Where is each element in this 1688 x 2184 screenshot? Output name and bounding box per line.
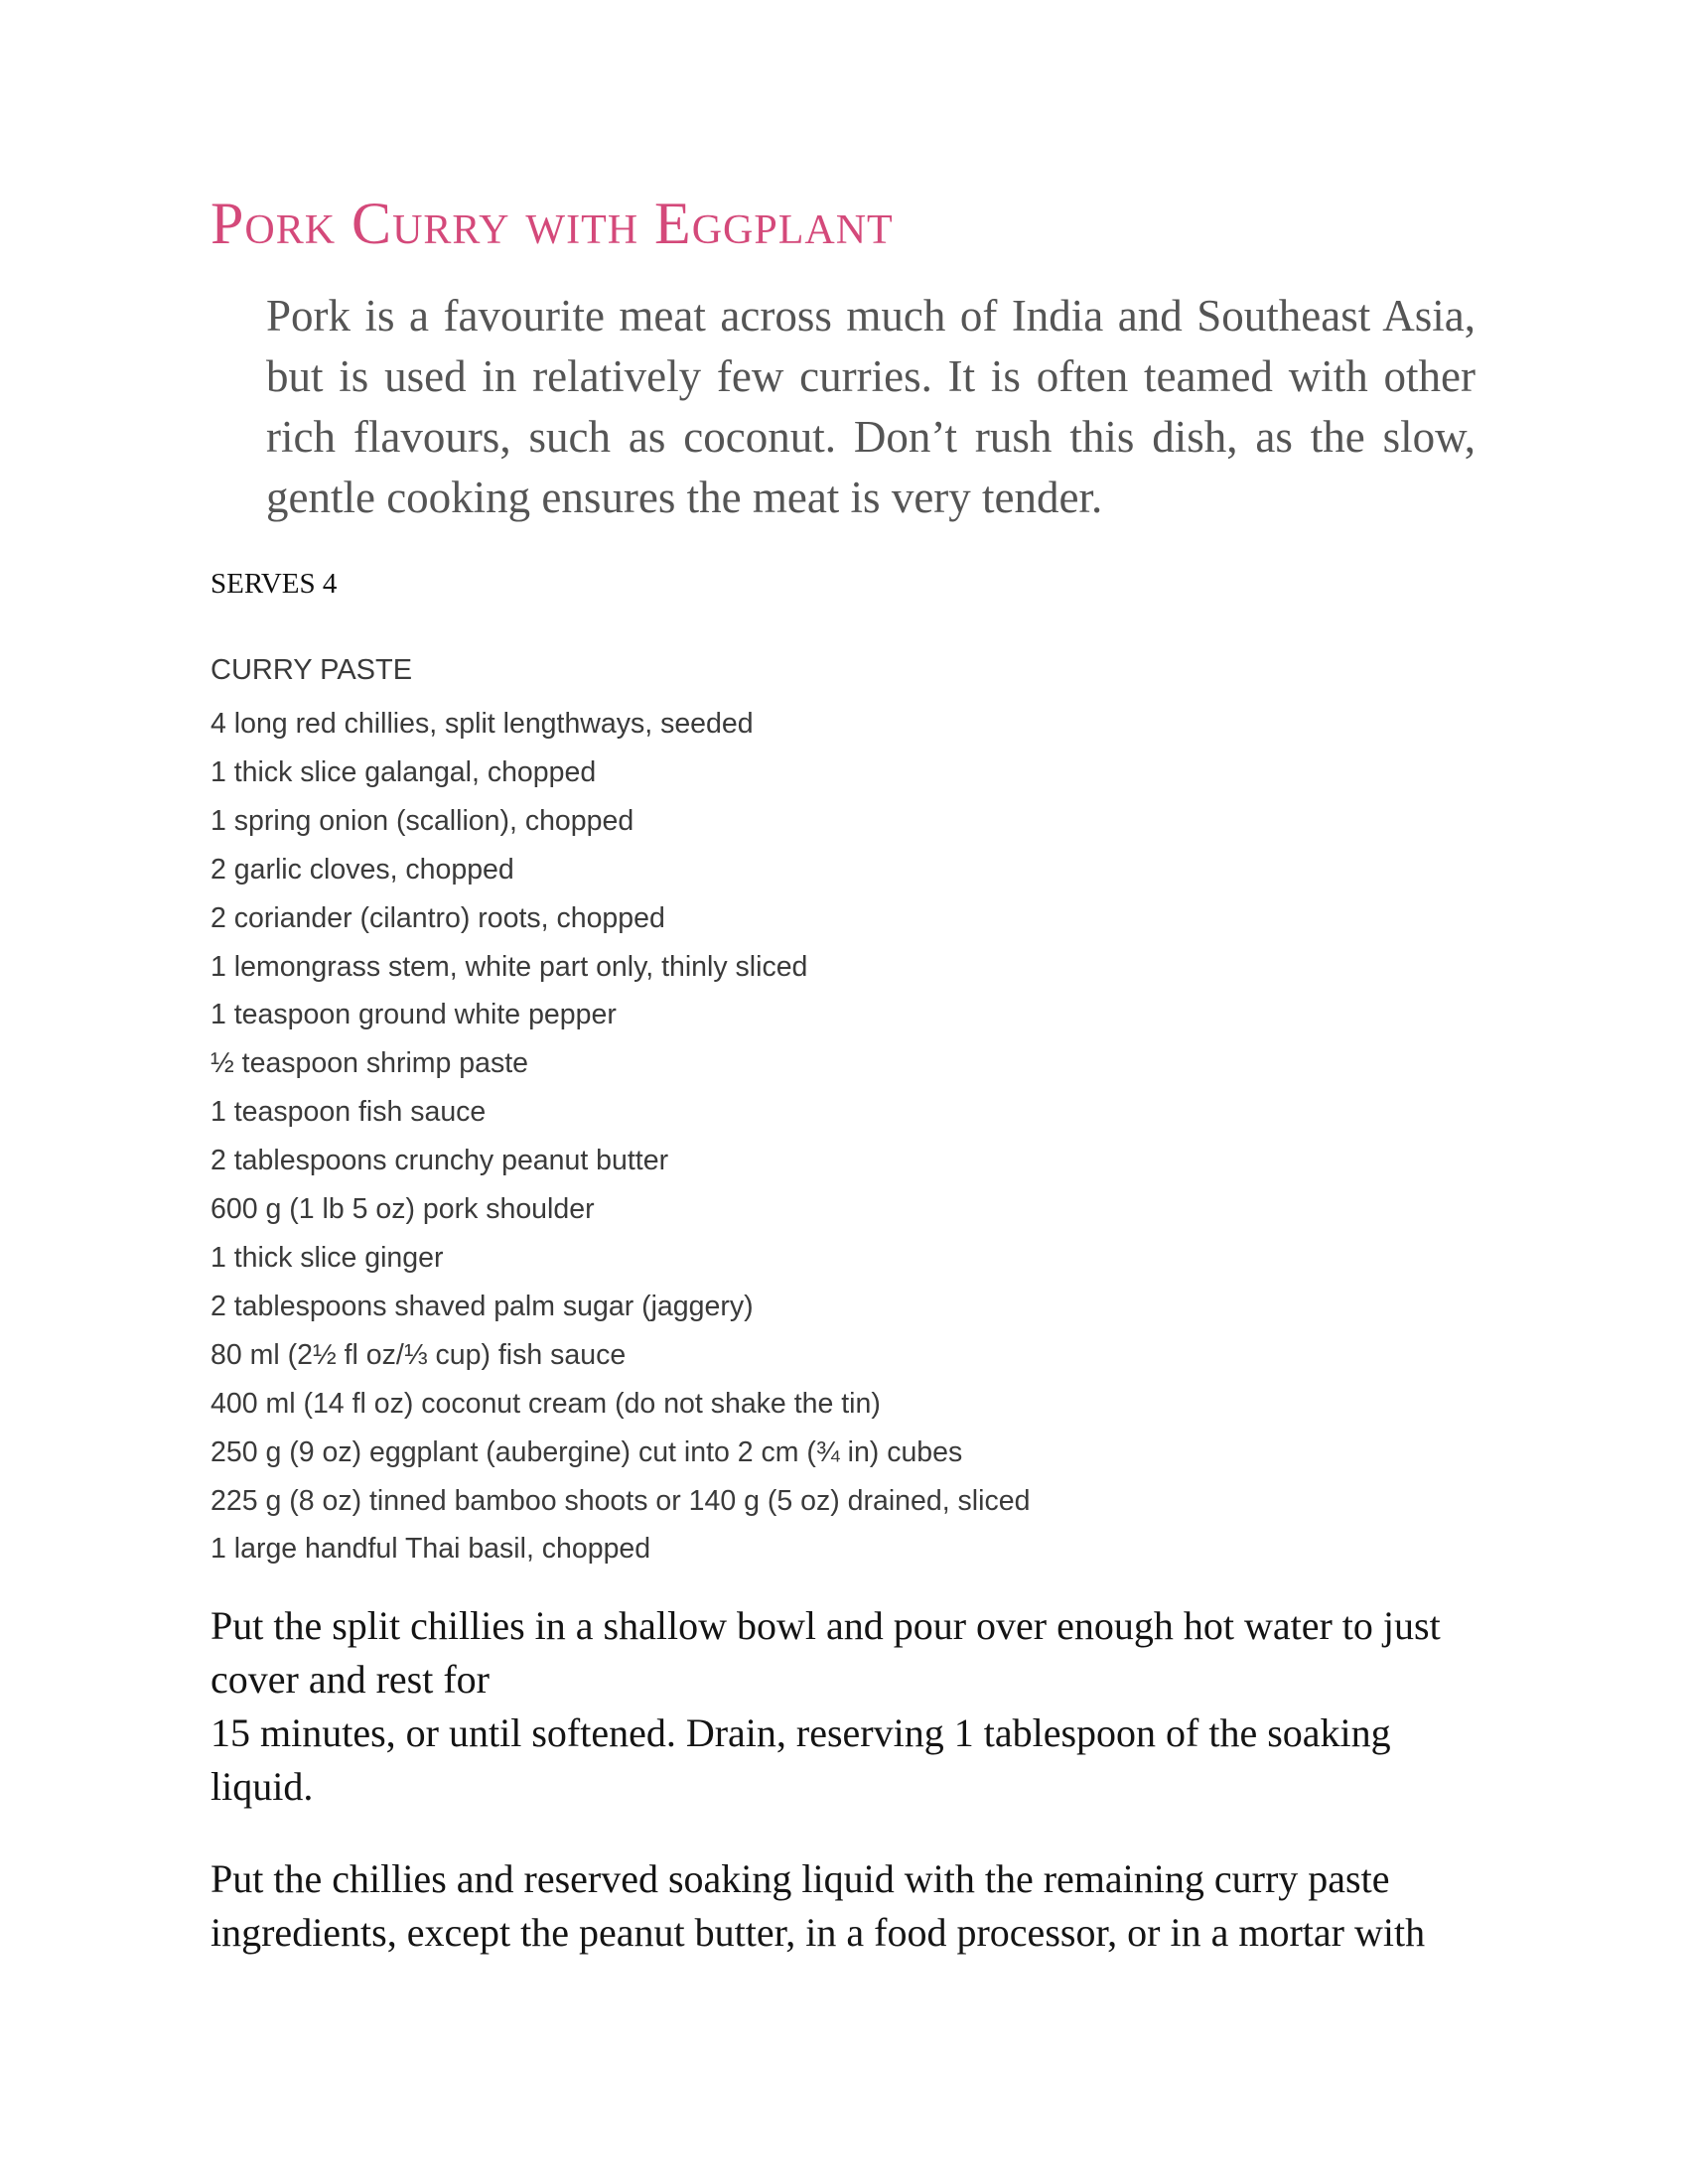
method-section <box>211 1599 1491 1998</box>
method-step-2: Put the chillies and reserved soaking liquid with the remaining curry paste ingredients, except the peanut butter, in a food processor, or in a mortar with <box>211 1856 1426 1955</box>
ingredient-item: 225 g (8 oz) tinned bamboo shoots or 140 g (5 oz) drained, sliced <box>211 1484 1031 1517</box>
ingredient-item: ½ teaspoon shrimp paste <box>211 1047 529 1080</box>
ingredient-item: 1 lemongrass stem, white part only, thinly sliced <box>211 950 808 983</box>
ingredient-item: 2 tablespoons crunchy peanut butter <box>211 1145 669 1177</box>
ingredient-item: 400 ml (14 fl oz) coconut cream (do not shake the tin) <box>211 1387 881 1420</box>
recipe-title: Pork Curry with Eggplant <box>211 191 894 256</box>
ingredient-item: 1 teaspoon ground white pepper <box>211 999 617 1031</box>
method-step-1-line-1: Put the split chillies in a shallow bowl and pour over enough hot water to just cover and rest for <box>211 1603 1441 1702</box>
method-step-1-line-2: 15 minutes, or until softened. Drain, reserving 1 tablespoon of the soaking liquid. <box>211 1710 1391 1809</box>
ingredient-item: 1 spring onion (scallion), chopped <box>211 804 634 837</box>
ingredient-item: 250 g (9 oz) eggplant (aubergine) cut into 2 cm (¾ in) cubes <box>211 1435 963 1468</box>
ingredient-item: 2 coriander (cilantro) roots, chopped <box>211 901 665 934</box>
ingredient-item: 80 ml (2½ fl oz/⅓ cup) fish sauce <box>211 1338 627 1371</box>
ingredient-item: 600 g (1 lb 5 oz) pork shoulder <box>211 1193 595 1226</box>
ingredient-item: 1 thick slice galangal, chopped <box>211 755 597 788</box>
curry-paste-heading: CURRY PASTE <box>211 654 413 686</box>
ingredient-item: 2 tablespoons shaved palm sugar (jaggery) <box>211 1290 754 1322</box>
ingredient-item: 2 garlic cloves, chopped <box>211 853 514 886</box>
ingredient-item: 1 teaspoon fish sauce <box>211 1096 487 1129</box>
recipe-intro: Pork is a favourite meat across much of India and Southeast Asia, but is used in relatively few curries. It is often teamed with other rich flavours, such as coconut. Don’t rush this dish, as the slow, gentle cooking ensures the meat is very tender. <box>266 291 1476 522</box>
serves-label: SERVES 4 <box>211 568 338 600</box>
method-step-1 <box>211 1599 1491 1814</box>
ingredient-item: 1 thick slice ginger <box>211 1241 444 1274</box>
ingredient-item: 1 large handful Thai basil, chopped <box>211 1533 651 1566</box>
ingredient-list <box>211 700 1030 1573</box>
ingredient-item: 4 long red chillies, split lengthways, seeded <box>211 708 754 740</box>
